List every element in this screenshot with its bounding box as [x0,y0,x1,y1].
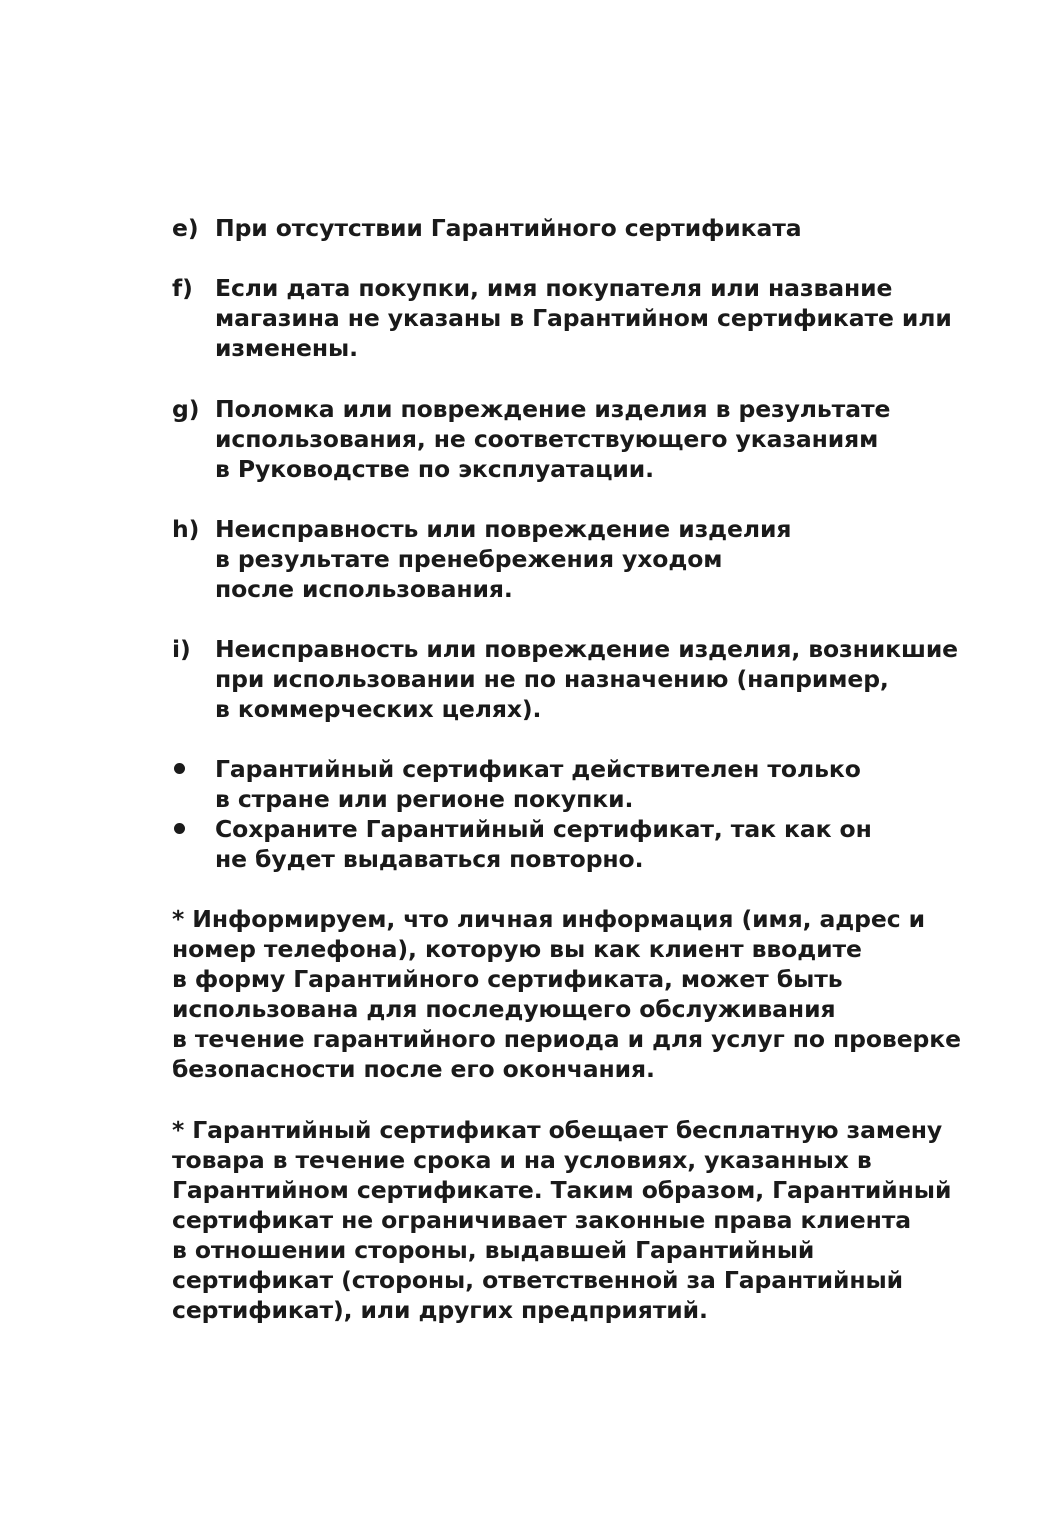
list-item-text [215,213,802,243]
text-line: сертификат (стороны, ответственной за Гарантийный [172,1266,904,1294]
list-item-text [215,634,958,724]
text-line: в отношении стороны, выдавшей Гарантийный [172,1236,815,1264]
text-line: номер телефона), которую вы как клиент вводите [172,935,862,963]
text-line: не будет выдаваться повторно. [215,845,644,873]
text-line: * Информируем, что личная информация (имя, адрес и [172,905,925,933]
list-marker: e) [172,214,199,242]
text-line: после использования. [215,575,513,603]
text-line: Неисправность или повреждение изделия [215,515,792,543]
text-line: Гарантийном сертификате. Таким образом, Гарантийный [172,1176,952,1204]
list-marker: h) [172,515,200,543]
footnote-personal-info [172,904,961,1084]
bullet-text [215,754,861,814]
text-line: использована для последующего обслуживания [172,995,836,1023]
text-line: безопасности после его окончания. [172,1055,655,1083]
text-line: в Руководстве по эксплуатации. [215,455,654,483]
list-item-text [215,273,952,363]
text-line: изменены. [215,334,358,362]
text-line: в стране или регионе покупки. [215,785,634,813]
text-line: Сохраните Гарантийный сертификат, так как он [215,815,872,843]
text-line: в форму Гарантийного сертификата, может быть [172,965,843,993]
text-line: использования, не соответствующего указаниям [215,425,879,453]
text-line: При отсутствии Гарантийного сертификата [215,214,802,242]
list-marker: f) [172,274,193,302]
text-line: сертификат не ограничивает законные права клиента [172,1206,912,1234]
text-line: Неисправность или повреждение изделия, возникшие [215,635,959,663]
list-item-text [215,514,791,604]
text-line: Поломка или повреждение изделия в результате [215,395,891,423]
list-marker: g) [172,395,200,423]
list-item-text [215,394,890,484]
text-line: товара в течение срока и на условиях, указанных в [172,1146,872,1174]
text-line: в результате пренебрежения уходом [215,545,723,573]
bullet-icon [174,823,185,834]
bullet-text [215,814,872,874]
text-line: сертификат), или других предприятий. [172,1296,708,1324]
text-line: * Гарантийный сертификат обещает бесплатную замену [172,1116,943,1144]
bullet-icon [174,763,185,774]
text-line: в коммерческих целях). [215,695,542,723]
text-line: при использовании не по назначению (например, [215,665,889,693]
list-marker: i) [172,635,191,663]
footnote-warranty-rights [172,1115,951,1325]
text-line: магазина не указаны в Гарантийном сертификате или [215,304,952,332]
text-line: Если дата покупки, имя покупателя или название [215,274,893,302]
text-line: Гарантийный сертификат действителен только [215,755,861,783]
text-line: в течение гарантийного периода и для услуг по проверке [172,1025,961,1053]
